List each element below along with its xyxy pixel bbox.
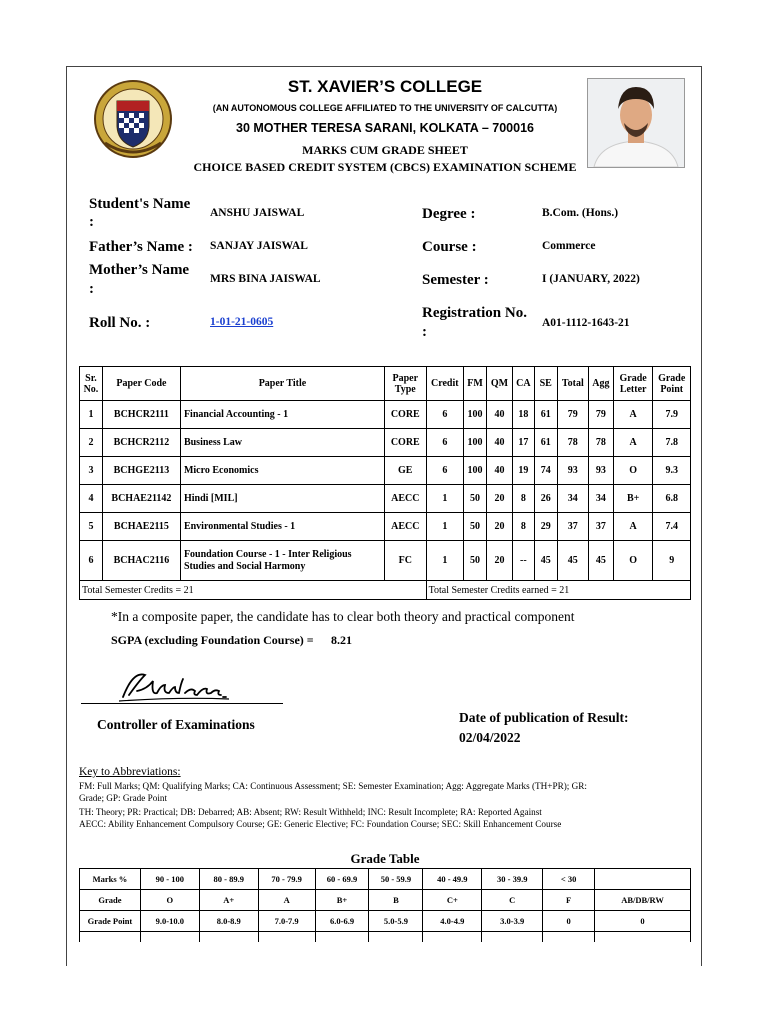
cell-title: Financial Accounting - 1 <box>180 401 384 429</box>
student-name-colon: : <box>89 214 94 230</box>
grade-cell: 50 - 59.9 <box>369 869 423 890</box>
cell-grade: O <box>613 541 653 581</box>
cell-gp: 9.3 <box>653 457 691 485</box>
col-total: Total <box>557 367 588 401</box>
grade-cell: A <box>258 890 315 911</box>
cell-fm: 50 <box>464 541 487 581</box>
cell-qm: 40 <box>486 457 512 485</box>
degree-label: Degree : <box>422 206 476 222</box>
cell-agg: 45 <box>588 541 613 581</box>
key-line: TH: Theory; PR: Practical; DB: Debarred; AB: Absent; RW: Result Withheld; INC: Result Incomplete; RA: Reported Against <box>79 807 542 817</box>
cell-gp: 9 <box>653 541 691 581</box>
semester-value: I (JANUARY, 2022) <box>542 273 640 285</box>
student-name-label: Student's Name <box>89 196 191 212</box>
grade-cell: 9.0-10.0 <box>140 911 199 932</box>
cell-ca: -- <box>512 541 534 581</box>
table-row <box>80 401 691 429</box>
table-row <box>80 485 691 513</box>
cell-fm: 50 <box>464 485 487 513</box>
cell-fm: 100 <box>464 457 487 485</box>
cell-agg: 79 <box>588 401 613 429</box>
grade-sheet <box>66 66 702 966</box>
cell-gp: 7.9 <box>653 401 691 429</box>
grade-cell: 80 - 89.9 <box>199 869 258 890</box>
grade-cell: 40 - 49.9 <box>423 869 482 890</box>
cell-title: Business Law <box>180 429 384 457</box>
college-name: ST. XAVIER’S COLLEGE <box>287 77 483 96</box>
cell-ca: 19 <box>512 457 534 485</box>
grade-cell: < 30 <box>543 869 595 890</box>
cell-title: Hindi [MIL] <box>180 485 384 513</box>
controller-of-examinations: Controller of Examinations <box>97 717 255 732</box>
cell-title: Foundation Course - 1 - Inter Religious Studies and Social Harmony <box>180 541 384 581</box>
grade-cell: B+ <box>315 890 369 911</box>
grade-cell: 6.0-6.9 <box>315 911 369 932</box>
grade-cell: 90 - 100 <box>140 869 199 890</box>
grade-letter-row <box>80 890 691 911</box>
total-semester-credits: Total Semester Credits = 21 <box>80 581 427 600</box>
cell-agg: 78 <box>588 429 613 457</box>
cell-grade: O <box>613 457 653 485</box>
cell-grade: B+ <box>613 485 653 513</box>
key-heading: Key to Abbreviations: <box>79 766 181 778</box>
cell-type: CORE <box>384 401 426 429</box>
key-line: Grade; GP: Grade Point <box>79 793 168 803</box>
cell-title: Environmental Studies - 1 <box>180 513 384 541</box>
cell-type: AECC <box>384 485 426 513</box>
cell-credit: 6 <box>426 429 463 457</box>
grade-cell: 70 - 79.9 <box>258 869 315 890</box>
cell-sr: 6 <box>80 541 103 581</box>
cell-total: 93 <box>557 457 588 485</box>
col-paper-type: Paper Type <box>384 367 426 401</box>
cell-total: 79 <box>557 401 588 429</box>
cell-qm: 40 <box>486 401 512 429</box>
cell-fm: 100 <box>464 429 487 457</box>
cell-qm: 20 <box>486 513 512 541</box>
cell-qm: 40 <box>486 429 512 457</box>
cell-code: BCHAC2116 <box>102 541 180 581</box>
cell-agg: 37 <box>588 513 613 541</box>
cell-ca: 18 <box>512 401 534 429</box>
col-credit: Credit <box>426 367 463 401</box>
mother-name: MRS BINA JAISWAL <box>210 273 321 285</box>
cell-code: BCHCR2112 <box>102 429 180 457</box>
cell-ca: 8 <box>512 513 534 541</box>
college-address: 30 MOTHER TERESA SARANI, KOLKATA – 700016 <box>236 121 534 135</box>
col-paper-title: Paper Title <box>180 367 384 401</box>
grade-table <box>79 868 691 942</box>
semester-label: Semester : <box>422 272 489 288</box>
col-agg: Agg <box>588 367 613 401</box>
table-row <box>80 429 691 457</box>
cell-credit: 6 <box>426 457 463 485</box>
table-row <box>80 457 691 485</box>
sheet-title: MARKS CUM GRADE SHEET <box>302 143 468 157</box>
col-se: SE <box>534 367 557 401</box>
col-grade-point: Grade Point <box>653 367 691 401</box>
father-name: SANJAY JAISWAL <box>210 240 308 252</box>
grade-cell: C+ <box>423 890 482 911</box>
cell-fm: 100 <box>464 401 487 429</box>
cell-se: 29 <box>534 513 557 541</box>
totals-row <box>80 581 691 600</box>
marks-header-row <box>80 367 691 401</box>
key-line: AECC: Ability Enhancement Compulsory Course; GE: Generic Elective; FC: Foundation Course; SEC: Skill Enhancement Course <box>79 819 562 829</box>
table-row <box>80 513 691 541</box>
cell-credit: 1 <box>426 541 463 581</box>
student-name: ANSHU JAISWAL <box>210 207 305 219</box>
mother-name-label: Mother’s Name <box>89 262 190 278</box>
student-photo <box>587 78 685 168</box>
grade-row-label: Grade <box>80 890 141 911</box>
grade-marks-row <box>80 869 691 890</box>
cell-total: 45 <box>557 541 588 581</box>
cell-se: 74 <box>534 457 557 485</box>
publication-date: 02/04/2022 <box>459 730 521 745</box>
cell-credit: 6 <box>426 401 463 429</box>
grade-cell: 60 - 69.9 <box>315 869 369 890</box>
cell-gp: 6.8 <box>653 485 691 513</box>
cell-type: FC <box>384 541 426 581</box>
registration-value: A01-1112-1643-21 <box>542 317 630 329</box>
course-value: Commerce <box>542 240 596 252</box>
cell-gp: 7.4 <box>653 513 691 541</box>
cell-total: 78 <box>557 429 588 457</box>
father-name-label: Father’s Name : <box>89 239 193 255</box>
cell-grade: A <box>613 401 653 429</box>
grade-spacer-row <box>80 932 691 943</box>
publication-label: Date of publication of Result: <box>459 710 629 725</box>
table-row <box>80 541 691 581</box>
cell-sr: 4 <box>80 485 103 513</box>
cell-gp: 7.8 <box>653 429 691 457</box>
cell-se: 61 <box>534 401 557 429</box>
grade-cell: 8.0-8.9 <box>199 911 258 932</box>
cell-type: CORE <box>384 429 426 457</box>
cell-total: 34 <box>557 485 588 513</box>
exam-scheme: CHOICE BASED CREDIT SYSTEM (CBCS) EXAMINATION SCHEME <box>193 160 577 174</box>
grade-cell: 3.0-3.9 <box>482 911 543 932</box>
col-paper-code: Paper Code <box>102 367 180 401</box>
grade-cell: 30 - 39.9 <box>482 869 543 890</box>
key-line: FM: Full Marks; QM: Qualifying Marks; CA: Continuous Assessment; SE: Semester Examination; Agg: Aggregate Marks (TH+PR); GR: <box>79 781 587 791</box>
cell-code: BCHAE21142 <box>102 485 180 513</box>
cell-agg: 34 <box>588 485 613 513</box>
cell-title: Micro Economics <box>180 457 384 485</box>
cell-qm: 20 <box>486 541 512 581</box>
cell-qm: 20 <box>486 485 512 513</box>
sgpa-label: SGPA (excluding Foundation Course) = <box>111 633 314 647</box>
degree-value: B.Com. (Hons.) <box>542 207 619 219</box>
cell-fm: 50 <box>464 513 487 541</box>
col-fm: FM <box>464 367 487 401</box>
cell-code: BCHAE2115 <box>102 513 180 541</box>
roll-no-label: Roll No. : <box>89 315 151 331</box>
composite-paper-note: *In a composite paper, the candidate has to clear both theory and practical component <box>111 609 575 624</box>
cell-ca: 17 <box>512 429 534 457</box>
registration-label: Registration No. <box>422 305 527 321</box>
grade-cell: O <box>140 890 199 911</box>
cell-se: 45 <box>534 541 557 581</box>
cell-se: 61 <box>534 429 557 457</box>
total-credits-earned: Total Semester Credits earned = 21 <box>426 581 690 600</box>
grade-cell: 7.0-7.9 <box>258 911 315 932</box>
cell-credit: 1 <box>426 485 463 513</box>
signature-line <box>81 703 283 704</box>
cell-sr: 2 <box>80 429 103 457</box>
grade-cell: C <box>482 890 543 911</box>
col-qm: QM <box>486 367 512 401</box>
grade-cell: F <box>543 890 595 911</box>
roll-no-link[interactable]: 1-01-21-0605 <box>210 316 274 328</box>
course-label: Course : <box>422 239 477 255</box>
grade-cell: 0 <box>543 911 595 932</box>
cell-type: GE <box>384 457 426 485</box>
col-grade-letter: Grade Letter <box>613 367 653 401</box>
grade-row-label: Marks % <box>80 869 141 890</box>
cell-credit: 1 <box>426 513 463 541</box>
cell-ca: 8 <box>512 485 534 513</box>
registration-colon: : <box>422 324 427 340</box>
cell-code: BCHCR2111 <box>102 401 180 429</box>
grade-cell: 5.0-5.9 <box>369 911 423 932</box>
cell-code: BCHGE2113 <box>102 457 180 485</box>
grade-table-title: Grade Table <box>350 851 420 866</box>
grade-row-label: Grade Point <box>80 911 141 932</box>
grade-cell: AB/DB/RW <box>595 890 691 911</box>
cell-sr: 3 <box>80 457 103 485</box>
publication-block <box>459 708 679 748</box>
grade-cell: 0 <box>595 911 691 932</box>
sgpa-value: 8.21 <box>331 633 352 647</box>
col-sr: Sr. No. <box>80 367 103 401</box>
col-ca: CA <box>512 367 534 401</box>
cell-type: AECC <box>384 513 426 541</box>
cell-se: 26 <box>534 485 557 513</box>
cell-total: 37 <box>557 513 588 541</box>
grade-cell: 4.0-4.9 <box>423 911 482 932</box>
marks-table <box>79 366 691 600</box>
college-affiliation: (AN AUTONOMOUS COLLEGE AFFILIATED TO THE UNIVERSITY OF CALCUTTA) <box>212 103 558 113</box>
cell-sr: 1 <box>80 401 103 429</box>
cell-grade: A <box>613 429 653 457</box>
grade-point-row <box>80 911 691 932</box>
grade-cell <box>595 869 691 890</box>
grade-cell: A+ <box>199 890 258 911</box>
cell-sr: 5 <box>80 513 103 541</box>
controller-signature <box>115 667 255 707</box>
grade-cell: B <box>369 890 423 911</box>
cell-grade: A <box>613 513 653 541</box>
cell-agg: 93 <box>588 457 613 485</box>
mother-name-colon: : <box>89 281 94 297</box>
